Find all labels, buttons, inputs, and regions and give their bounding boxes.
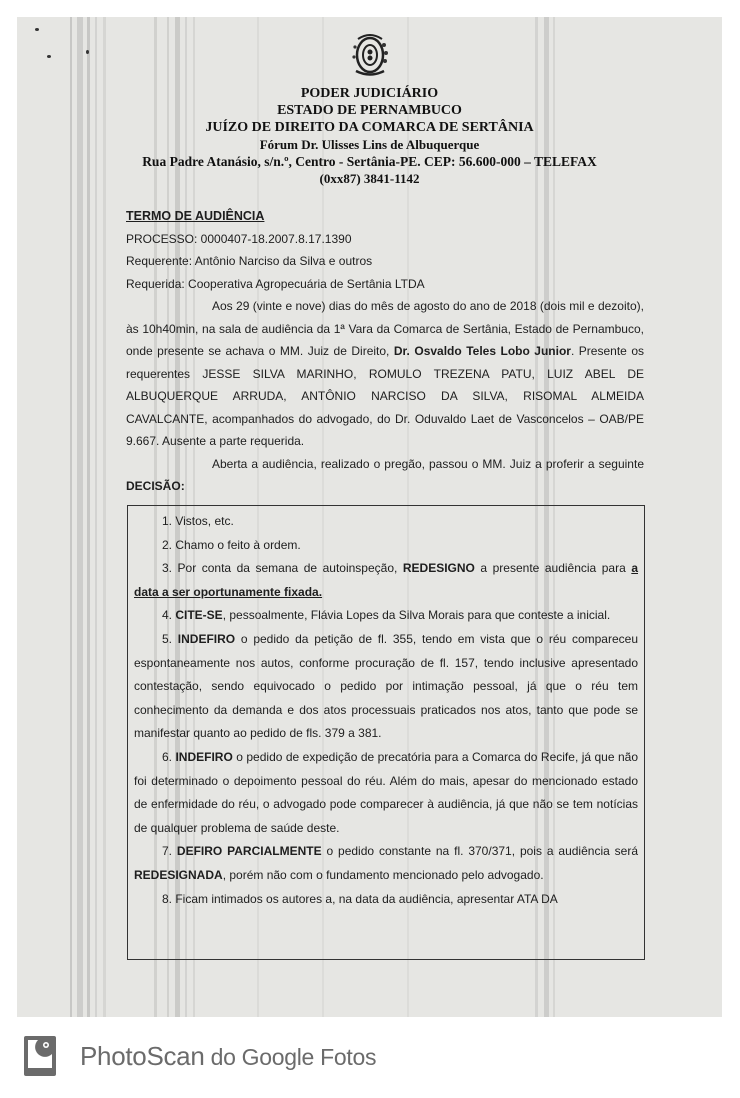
decision-item-1: 1. Vistos, etc. bbox=[162, 514, 234, 528]
item-keyword: DEFIRO PARCIALMENTE bbox=[176, 844, 322, 859]
brand-suffix: do Google Fotos bbox=[204, 1043, 377, 1070]
item-text: , pessoalmente, Flávia Lopes da Silva Morais para que conteste a inicial. bbox=[222, 608, 611, 623]
decision-item-6 bbox=[134, 746, 638, 840]
letterhead bbox=[17, 31, 722, 187]
document-title: TERMO DE AUDIÊNCIA bbox=[126, 209, 265, 223]
item-text: o pedido constante na fl. 370/371, pois a audiência será bbox=[321, 844, 639, 859]
decision-box bbox=[127, 505, 645, 960]
item-text: a presente audiência para bbox=[474, 561, 632, 576]
photoscan-watermark bbox=[24, 1036, 376, 1076]
decision-intro-text: Aberta a audiência, realizado o pregão, passou o MM. Juiz a proferir a seguinte bbox=[212, 456, 644, 471]
opening-text: Aos 29 (vinte e nove) dias do mês de agosto do ano de 2018 (dois mil e dezoito), às 10h40min, na sala de audiência da 1ª Vara da Comarca de Sertânia, Estado de Pernambuco, onde presente se achava o MM. Juiz de Direito, bbox=[126, 299, 644, 358]
decision-intro bbox=[126, 453, 644, 498]
item-text: o pedido da petição de fl. 355, tendo em vista que o réu compareceu espontaneamente nos autos, conforme procuração de fl. 157, tendo inclusive apresentado contestação, sendo equivocado o pedido por intimação pessoal, já que o réu tem conhecimento da demanda e dos atos processuais praticados nos atos, tanto que pode se manifestar quanto ao pedido de fls. 379 a 381. bbox=[134, 631, 639, 741]
item-keyword: REDESIGNO bbox=[402, 561, 475, 576]
processo-number: PROCESSO: 0000407-18.2007.8.17.1390 bbox=[126, 231, 352, 246]
letterhead-address: Rua Padre Atanásio, s/n.º, Centro - Sertânia-PE. CEP: 56.600-000 – TELEFAX bbox=[142, 154, 597, 169]
item-keyword: INDEFIRO bbox=[175, 749, 233, 764]
letterhead-phone: (0xx87) 3841-1142 bbox=[319, 171, 420, 186]
letterhead-line-3: JUÍZO DE DIREITO DA COMARCA DE SERTÂNIA bbox=[205, 120, 534, 135]
letterhead-line-4: Fórum Dr. Ulisses Lins de Albuquerque bbox=[259, 137, 480, 152]
item-number: 6. bbox=[162, 749, 176, 764]
decision-item-8: 8. Ficam intimados os autores a, na data da audiência, apresentar ATA DA bbox=[162, 891, 558, 906]
coat-of-arms-icon bbox=[350, 31, 390, 79]
item-text: 3. Por conta da semana de autoinspeção, bbox=[162, 561, 403, 576]
brand-name: PhotoScan bbox=[80, 1040, 205, 1071]
judge-name: Dr. Osvaldo Teles Lobo Junior bbox=[393, 344, 571, 358]
decision-item-3 bbox=[134, 557, 638, 604]
photoscan-label bbox=[80, 1041, 376, 1072]
decision-label: DECISÃO bbox=[126, 479, 181, 493]
item-keyword: REDESIGNADA bbox=[134, 867, 223, 882]
item-number: 7. bbox=[162, 844, 177, 859]
item-text: , porém não com o fundamento mencionado pelo advogado. bbox=[222, 867, 544, 882]
colon: : bbox=[180, 479, 185, 493]
item-text: o pedido de expedição de precatória para a Comarca do Recife, já que não foi determinado o depoimento pessoal do réu. Além do mais, apesar do mencionado estado de enfermidade do réu, o advogado pode comparecer à audiência, já que não se tem notícias de qualquer problema de saúde deste. bbox=[134, 749, 639, 835]
opening-paragraph bbox=[126, 295, 644, 453]
decision-item-5 bbox=[134, 628, 638, 746]
decision-item-4 bbox=[134, 604, 638, 628]
item-number: 5. bbox=[162, 631, 178, 646]
requerida: Requerida: Cooperativa Agropecuária de Sertânia LTDA bbox=[126, 276, 425, 291]
photoscan-icon bbox=[24, 1036, 56, 1076]
decision-item-2: 2. Chamo o feito à ordem. bbox=[162, 537, 301, 552]
scanned-document-page bbox=[17, 17, 722, 1017]
letterhead-line-1: PODER JUDICIÁRIO bbox=[300, 86, 439, 101]
item-number: 4. bbox=[162, 608, 176, 623]
underlined-text: a data a ser oportunamente fixada. bbox=[134, 561, 638, 599]
item-keyword: CITE-SE bbox=[175, 608, 223, 623]
item-keyword: INDEFIRO bbox=[177, 631, 236, 646]
attendees-text: . Presente os requerentes JESSE SILVA MARINHO, ROMULO TREZENA PATU, LUIZ ABEL DE ALBUQUERQUE ARRUDA, ANTÔNIO NARCISO DA SILVA, RISOMAL ALMEIDA CAVALCANTE, acompanhados do advogado, do Dr. Oduvaldo Laet de Vasconcelos – OAB/PE 9.667. Ausente a parte requerida. bbox=[126, 344, 645, 448]
letterhead-line-2: ESTADO DE PERNAMBUCO bbox=[277, 103, 462, 118]
document-body bbox=[126, 205, 644, 498]
decision-item-7 bbox=[134, 840, 638, 887]
requerente: Requerente: Antônio Narciso da Silva e outros bbox=[126, 254, 373, 268]
